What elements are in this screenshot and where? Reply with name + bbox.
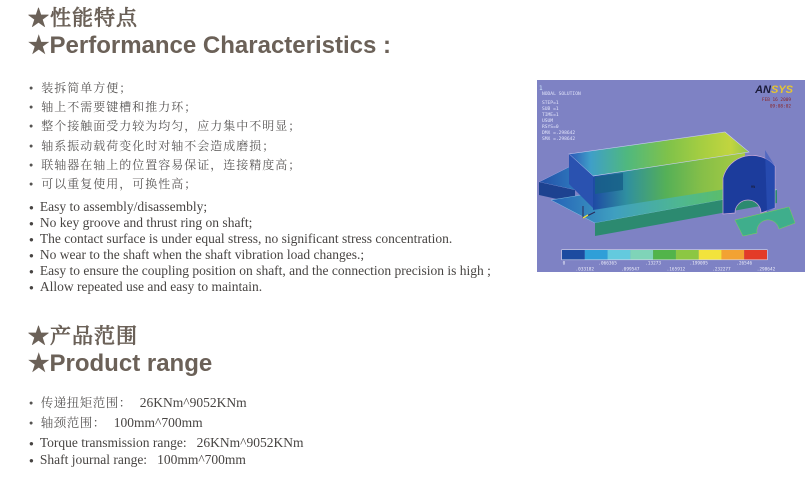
range-value: 100mm^700mm [157,451,246,467]
feature-text: Easy to assembly/disassembly; [39,199,208,214]
list-item [29,79,301,98]
range-list-en [29,435,303,468]
bullet-icon: ● [29,283,34,292]
list-item [29,215,491,231]
list-item [29,247,491,263]
scale-label: .066365 [598,261,617,267]
list-item [29,279,491,295]
feature-list-zh [29,79,301,194]
ansys-logo-sys: SYS [770,84,793,96]
bullet-icon: ● [29,123,35,131]
info-line: SMX =.298642 [542,137,576,142]
bullet-icon: ● [29,181,35,189]
scale-label: .26546 [736,261,753,267]
ansys-logo-an: AN [755,84,771,96]
bullet-icon: ● [29,455,34,465]
list-item [29,199,491,215]
list-item [29,435,303,452]
bullet-icon: ● [29,85,35,92]
plot-number: 1 [539,85,543,92]
info-line: RSYS=0 [542,125,559,130]
bullet-icon: ● [29,400,34,407]
bullet-icon: ● [29,142,35,150]
info-line: NODAL SOLUTION [542,92,581,97]
list-item [29,156,301,175]
scale-label: .298642 [756,267,776,272]
list-item [29,414,247,434]
ansys-simulation-image [537,80,805,272]
scale-label: .033182 [575,267,595,272]
bullet-icon: ● [29,203,34,212]
bullet-icon: ● [29,267,34,276]
feature-text: 可以重复使用，可换性高； [41,177,198,192]
list-item [29,452,303,469]
list-item [29,263,491,279]
product-range-title-zh: ★产品范围 [28,325,138,348]
range-label: Shaft journal range: [39,451,148,467]
range-list-zh [29,394,247,433]
performance-heading [28,6,391,59]
list-item [29,231,491,247]
info-line: SUB =1 [542,107,559,112]
product-range-title-en: ★Product range [28,350,213,377]
feature-text: Allow repeated use and easy to maintain. [39,279,263,294]
bullet-icon: ● [29,251,34,260]
bullet-icon: ● [29,104,35,112]
performance-title-en: ★Performance Characteristics : [28,32,391,59]
feature-text: 联轴器在轴上的位置容易保证，连接精度高； [41,157,302,172]
range-label: 轴颈范围： [40,415,106,430]
list-item [29,394,247,414]
feature-text: No wear to the shaft when the shaft vibration load changes.; [39,247,365,262]
plot-date: FEB 16 2009 [761,98,791,103]
feature-text: 整个接触面受力较为均匀，应力集中不明显； [41,119,302,134]
scale-label: .13273 [645,261,662,267]
scale-label: .199095 [689,261,708,267]
range-value: 100mm^700mm [113,414,203,430]
scale-label: .232277 [712,267,731,272]
min-marker-label: MN [751,185,756,189]
performance-title-zh: ★性能特点 [28,7,138,30]
range-label: Torque transmission range: [39,435,187,450]
bullet-icon: ● [29,419,34,427]
feature-text: 装拆简单方便； [41,81,133,95]
feature-text: Easy to ensure the coupling position on shaft, and the connection precision is high ; [39,263,491,278]
info-line: DMX =.298642 [542,131,576,136]
feature-text: No key groove and thrust ring on shaft; [39,215,253,230]
bullet-icon: ● [29,439,34,448]
plot-time: 09:08:02 [769,104,791,110]
list-item [29,117,301,136]
list-item [29,175,301,194]
info-line: TIME=1 [542,113,559,118]
feature-text: 轴上不需要键槽和推力环； [41,100,198,115]
bullet-icon: ● [29,235,34,244]
scale-label: .099547 [621,267,640,272]
feature-list-en [29,199,491,295]
range-value: 26KNm^9052KNm [196,435,304,450]
feature-text: 轴系振动载荷变化时对轴不会造成磨损； [41,138,276,153]
scale-label: 0 [562,261,566,267]
list-item [29,98,301,117]
ansys-logo [754,84,794,96]
info-line: STEP=1 [542,101,559,106]
bullet-icon: ● [29,219,34,228]
bullet-icon: ● [29,161,35,169]
scale-label: .165912 [666,267,686,272]
feature-text: The contact surface is under equal stress, no significant stress concentration. [39,231,453,246]
range-value: 26KNm^9052KNm [139,395,247,410]
info-line: USUM [542,119,554,124]
product-range-heading [28,324,212,377]
list-item [29,137,301,156]
range-label: 传递扭矩范围： [40,396,132,410]
